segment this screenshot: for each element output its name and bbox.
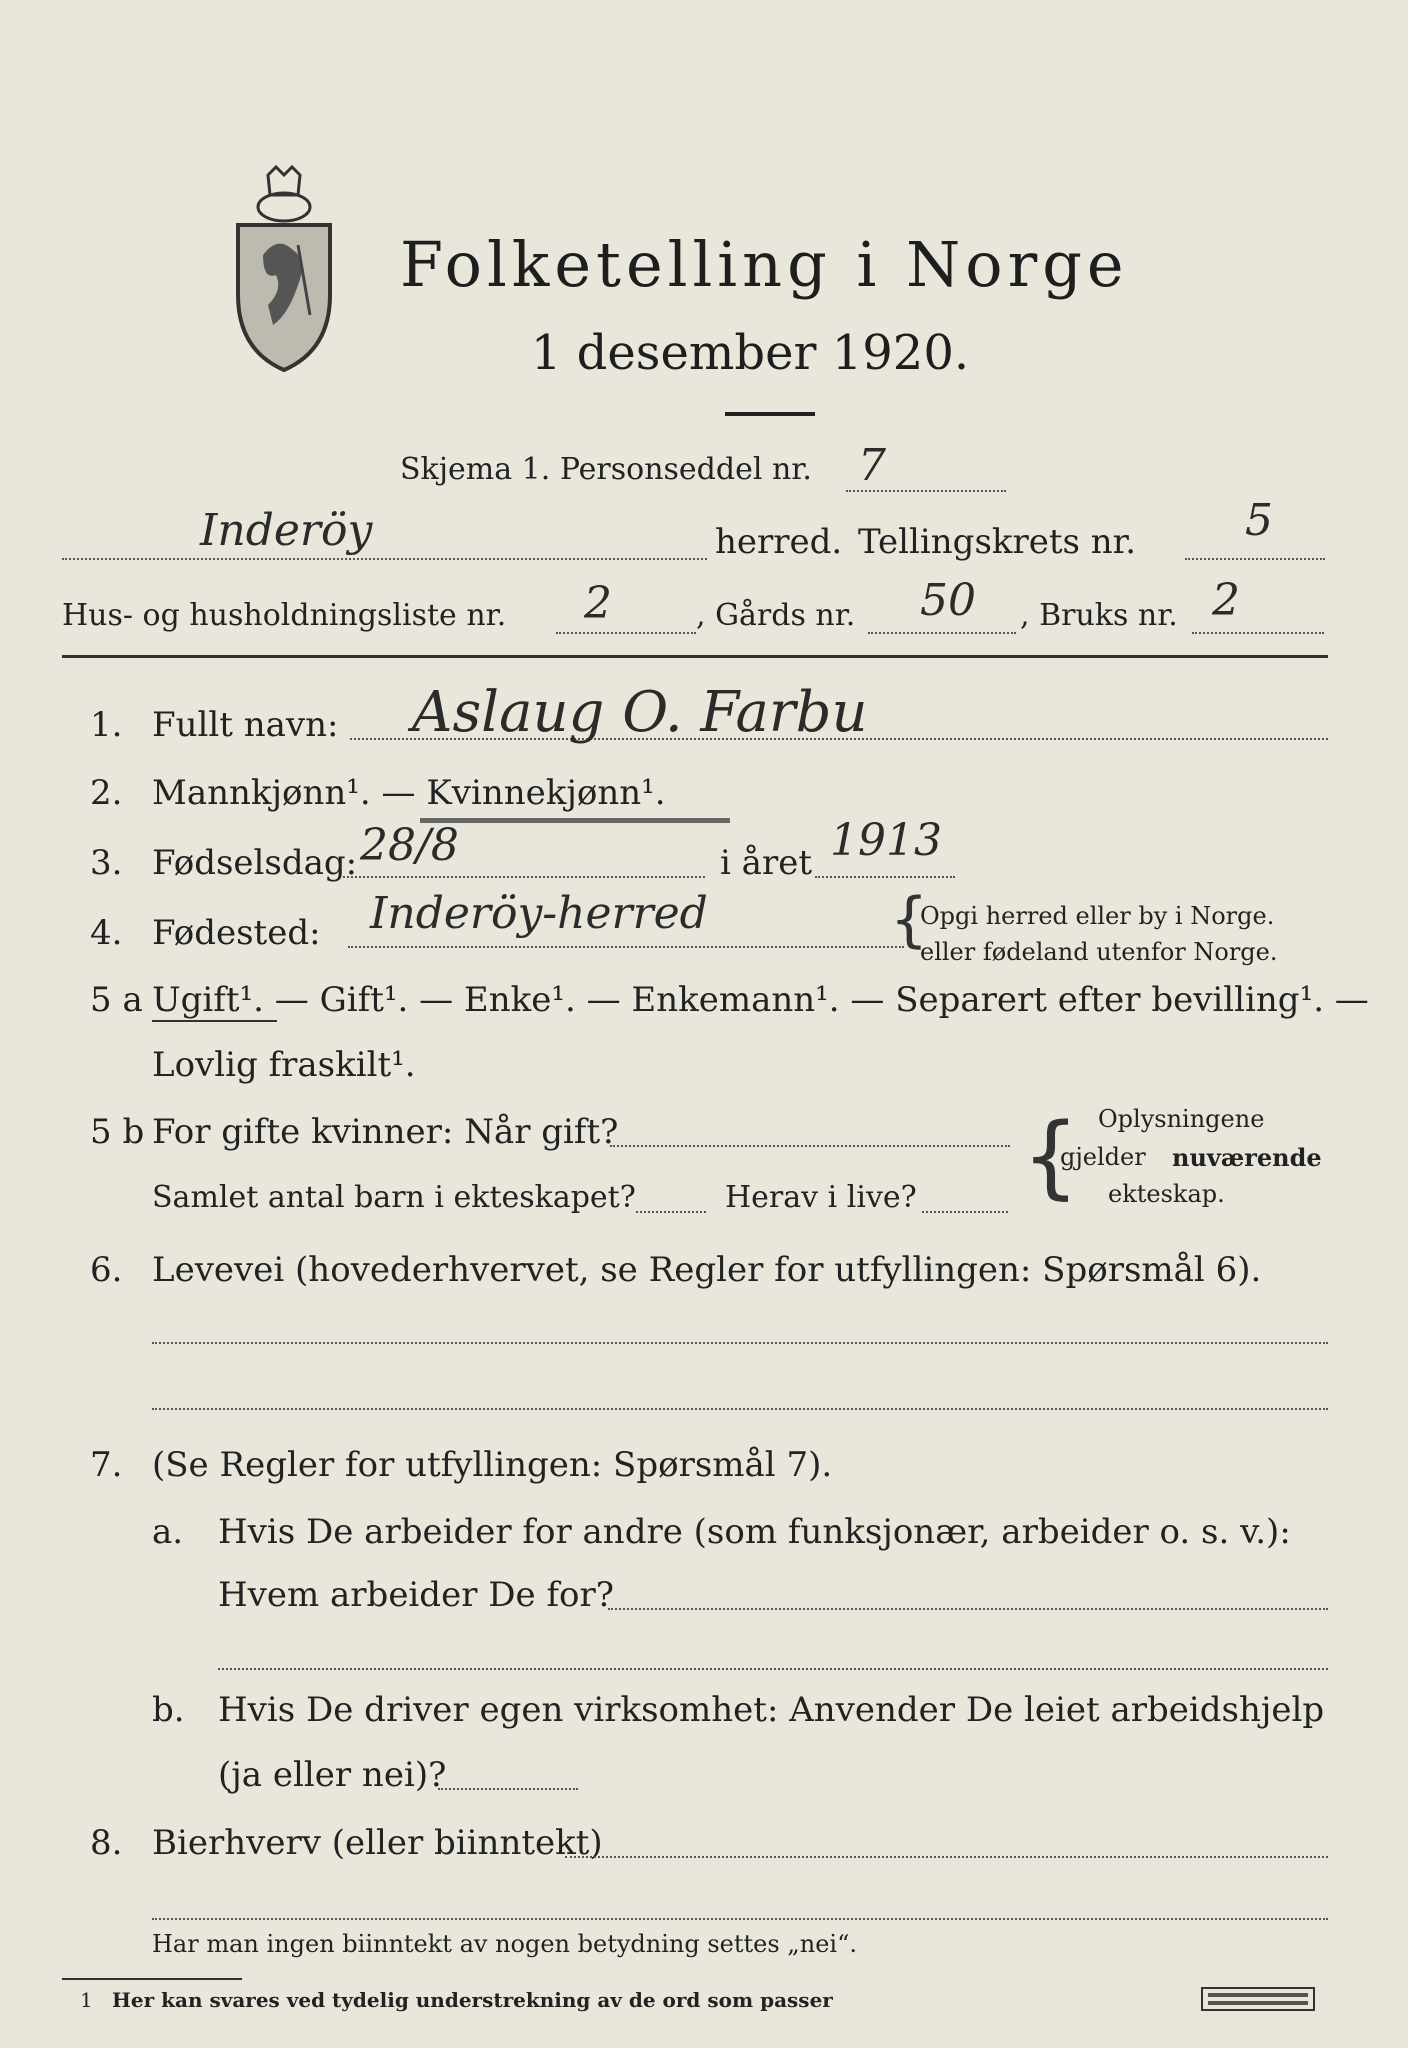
q7a-label2: Hvem arbeider De for? — [218, 1575, 614, 1615]
q6-dots2 — [152, 1408, 1328, 1410]
q3-label: Fødselsdag: — [152, 843, 358, 883]
footer-note: Har man ingen biinntekt av nogen betydning settes „nei“. — [152, 1930, 857, 1958]
title-divider — [725, 412, 815, 416]
q6-label: Levevei (hovederhvervet, se Regler for utfyllingen: Spørsmål 6). — [152, 1250, 1262, 1290]
bruks-label: , Bruks nr. — [1020, 598, 1178, 633]
header-divider — [62, 655, 1328, 658]
q4-number: 4. — [90, 913, 123, 953]
gards-dots — [868, 632, 1016, 634]
q7a-number: a. — [152, 1512, 184, 1552]
tellingskrets-value: 5 — [1245, 495, 1273, 546]
q7b-label: Hvis De driver egen virksomhet: Anvender De leiet arbeidshjelp — [218, 1690, 1325, 1730]
q4-label: Fødested: — [152, 913, 321, 953]
q5a-number: 5 a — [90, 980, 143, 1020]
hus-dots — [556, 632, 696, 634]
q8-dots2 — [152, 1918, 1328, 1920]
q7b-number: b. — [152, 1690, 185, 1730]
q3-value: 28/8 — [360, 820, 459, 871]
q7a-label: Hvis De arbeider for andre (som funksjonær, arbeider o. s. v.): — [218, 1512, 1291, 1552]
schema-value: 7 — [858, 440, 886, 491]
bruks-dots — [1192, 632, 1324, 634]
hus-label: Hus- og husholdningsliste nr. — [62, 598, 507, 633]
q2-number: 2. — [90, 773, 123, 813]
q8-number: 8. — [90, 1823, 123, 1863]
schema-label: Skjema 1. Personseddel nr. — [400, 452, 812, 487]
q7-number: 7. — [90, 1445, 123, 1485]
footnote-number: 1 — [80, 1988, 93, 2012]
q4-value: Inderöy-herred — [370, 888, 708, 939]
q5b-note1: Oplysningene — [1098, 1105, 1265, 1133]
tellingskrets-label: Tellingskrets nr. — [858, 522, 1137, 562]
herred-label: herred. — [715, 522, 843, 562]
q7b-dots — [438, 1788, 578, 1790]
footnote-text: Her kan svares ved tydelig understrekning av de ord som passer — [112, 1988, 833, 2012]
q1-label: Fullt navn: — [152, 705, 339, 745]
q5b-label: For gifte kvinner: Når gift? — [152, 1112, 619, 1152]
form-date: 1 desember 1920. — [530, 325, 970, 381]
q5b-dots2 — [636, 1211, 706, 1213]
q6-number: 6. — [90, 1250, 123, 1290]
q3-year-value: 1913 — [830, 815, 942, 866]
q3-year-label: i året — [720, 843, 812, 883]
q5a-label: Ugift¹. — Gift¹. — Enke¹. — Enkemann¹. — Separert efter bevilling¹. — — [152, 980, 1369, 1020]
q2-label: Mannkjønn¹. — Kvinnekjønn¹. — [152, 773, 666, 813]
hus-value: 2 — [584, 578, 612, 629]
q4-note2: eller fødeland utenfor Norge. — [920, 938, 1278, 966]
q5b-label2: Samlet antal barn i ekteskapet? — [152, 1180, 636, 1215]
q5b-note3: ekteskap. — [1108, 1180, 1225, 1208]
bruks-value: 2 — [1212, 575, 1240, 626]
q5b-number: 5 b — [90, 1112, 145, 1152]
q7b-label2: (ja eller nei)? — [218, 1755, 447, 1795]
gards-label: , Gårds nr. — [696, 598, 856, 633]
q5b-brace: { — [1022, 1104, 1080, 1209]
q5b-note2b: nuværende — [1172, 1143, 1322, 1172]
q5b-label3: Herav i live? — [725, 1180, 917, 1215]
q7a-dots2 — [218, 1668, 1328, 1670]
q3-year-dots — [815, 876, 955, 878]
q4-dots — [348, 946, 904, 948]
q3-number: 3. — [90, 843, 123, 883]
footnote-rule — [62, 1978, 242, 1980]
q5b-dots1 — [610, 1145, 1010, 1147]
gards-value: 50 — [920, 575, 976, 626]
herred-value: Inderöy — [200, 505, 373, 556]
q5b-dots3 — [922, 1211, 1008, 1213]
tellingskrets-dots — [1185, 558, 1325, 560]
q3-dots — [343, 876, 705, 878]
herred-dots — [62, 558, 707, 560]
q5a-label2: Lovlig fraskilt¹. — [152, 1045, 416, 1085]
q7a-dots1 — [608, 1608, 1328, 1610]
q2-strike — [420, 818, 730, 823]
q5b-note2a: gjelder — [1060, 1143, 1146, 1171]
q5a-underline — [152, 1020, 277, 1022]
q8-label: Bierhverv (eller biinntekt) — [152, 1823, 603, 1863]
q7-label: (Se Regler for utfyllingen: Spørsmål 7). — [152, 1445, 833, 1485]
q1-value: Aslaug O. Farbu — [412, 680, 868, 745]
q4-brace: { — [890, 885, 929, 955]
q6-dots1 — [152, 1342, 1328, 1344]
q8-dots1 — [565, 1856, 1328, 1858]
q1-number: 1. — [90, 705, 123, 745]
printer-stamp-icon — [1198, 1984, 1318, 2014]
form-title: Folketelling i Norge — [400, 228, 1129, 301]
q4-note1: Opgi herred eller by i Norge. — [920, 902, 1275, 930]
